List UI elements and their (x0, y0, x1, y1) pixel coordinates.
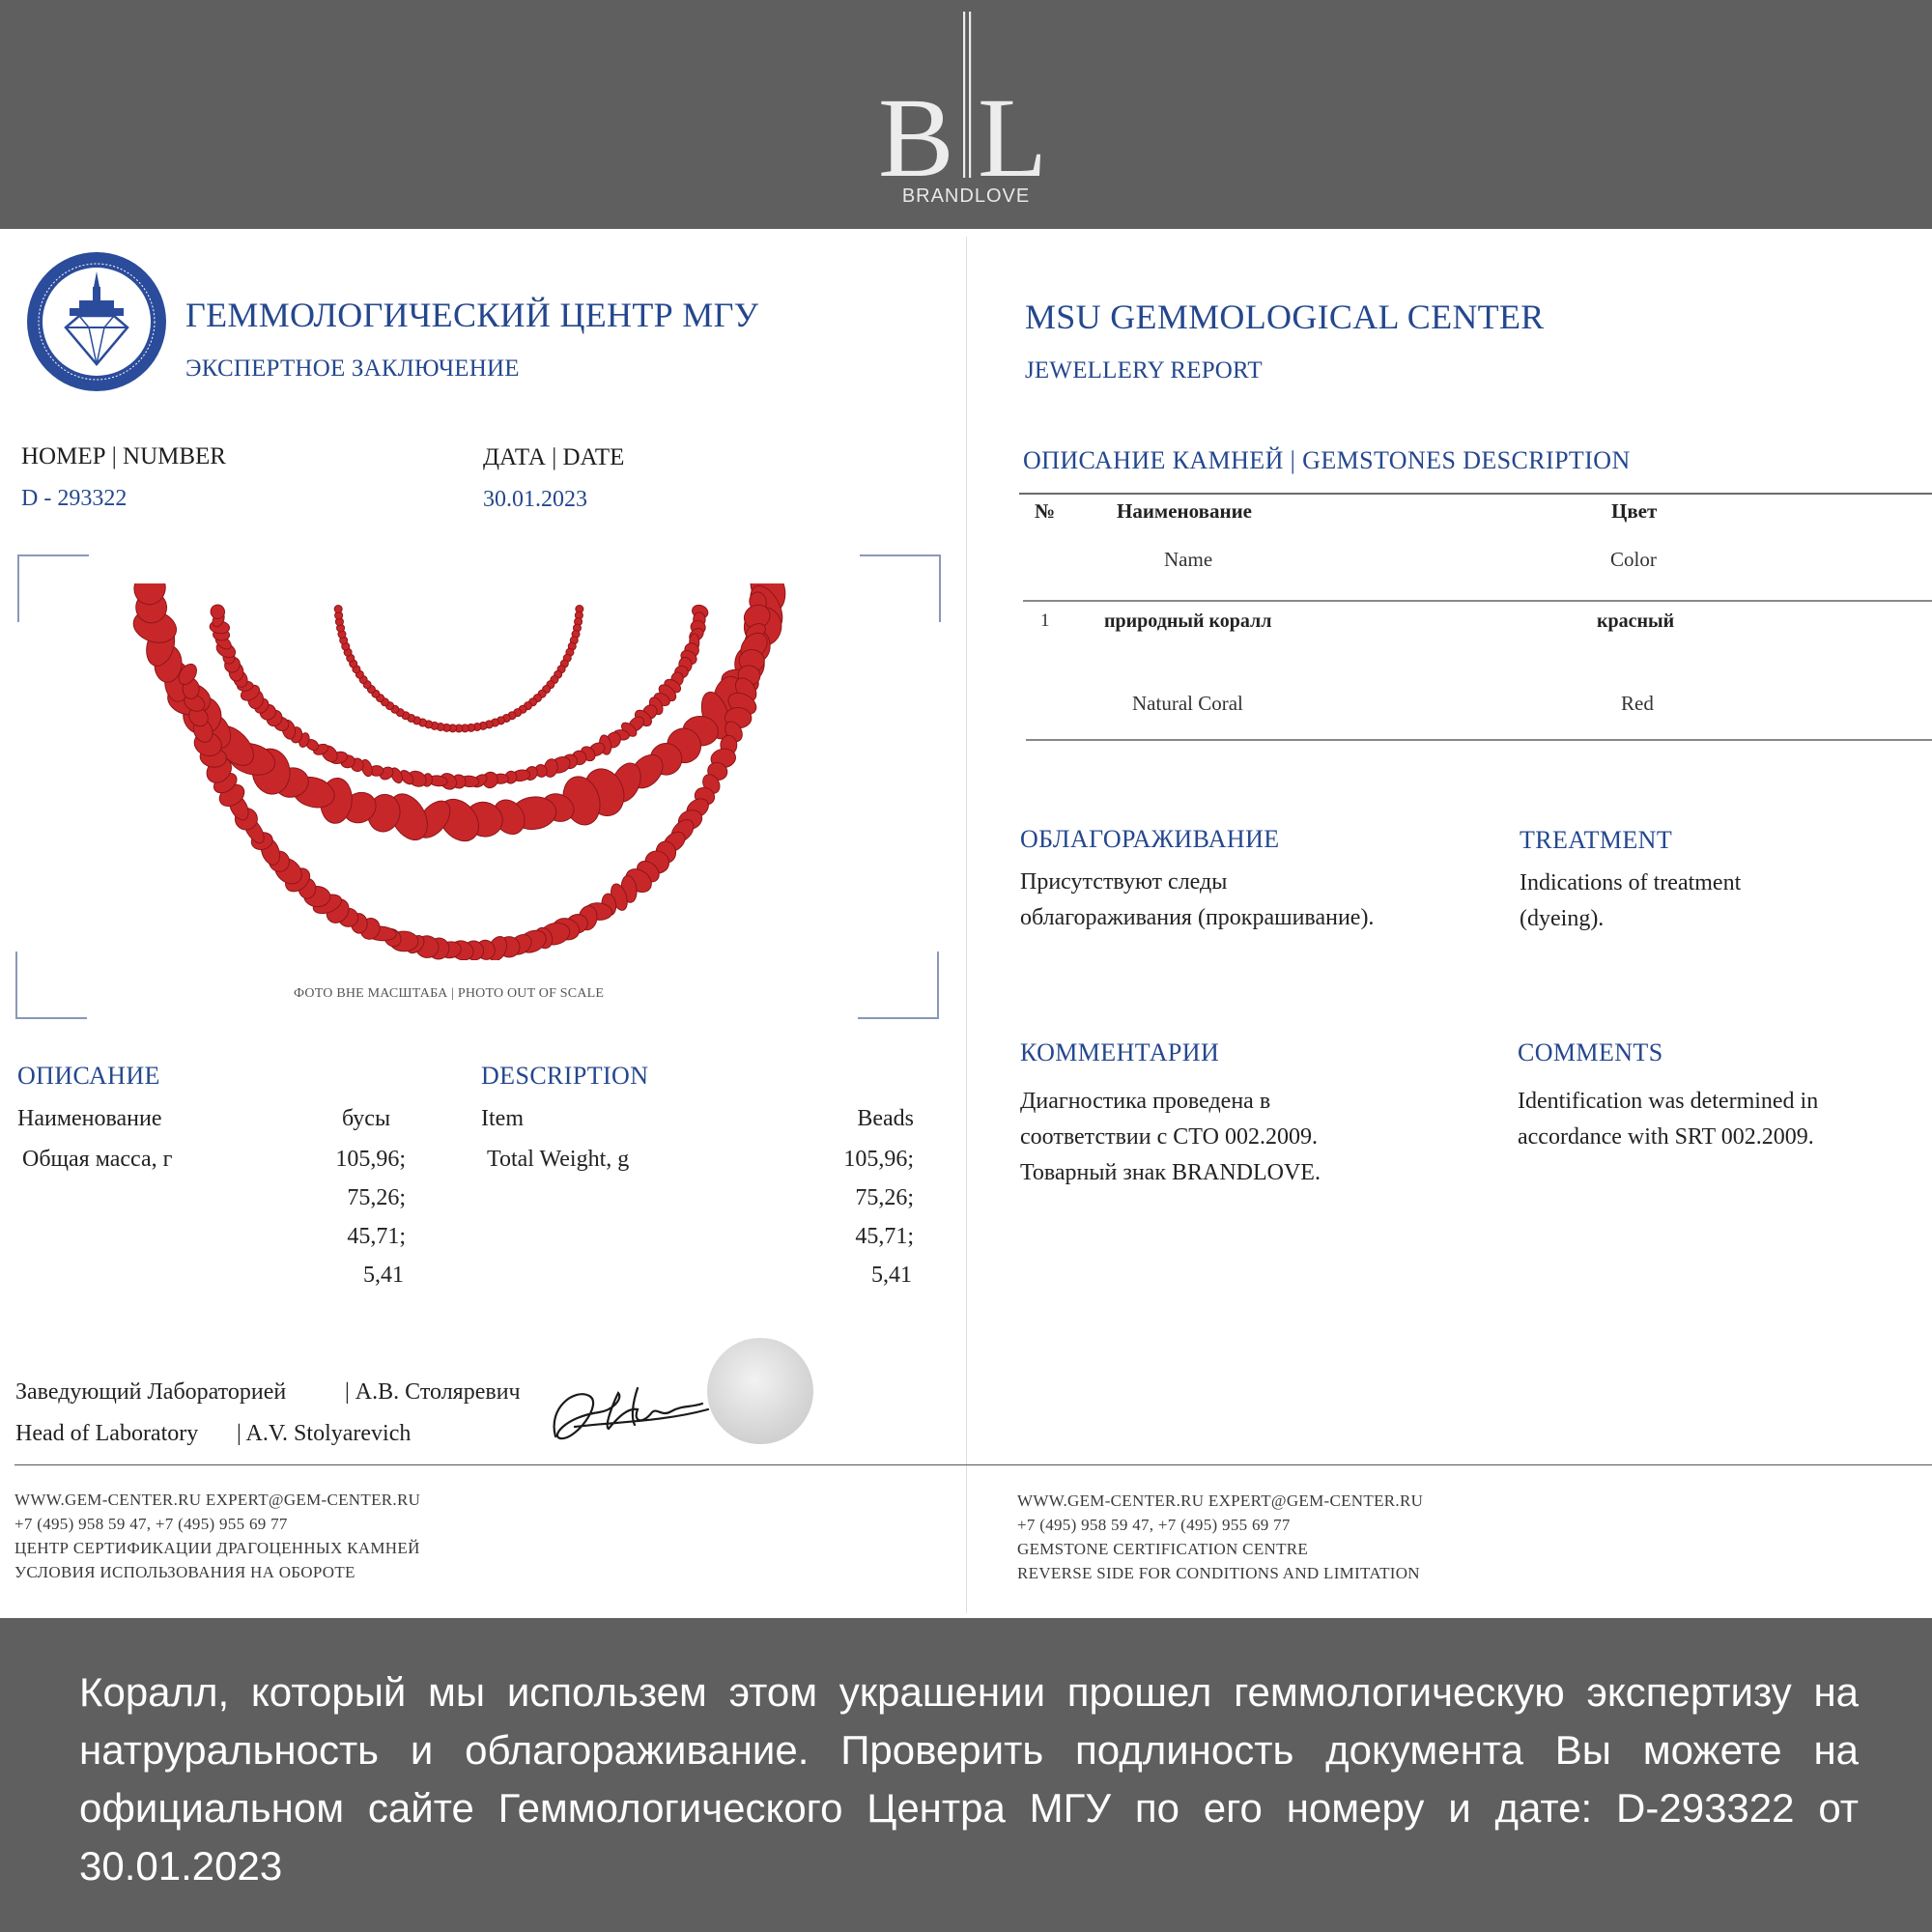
brand-name: BRANDLOVE (901, 185, 1031, 207)
col-color-en-header: Color (1610, 548, 1657, 571)
brand-header (0, 0, 1932, 229)
handwritten-signature (546, 1369, 710, 1461)
gemmological-certificate (0, 229, 1932, 1618)
table-top-rule (1019, 493, 1932, 495)
col-name-en-header: Name (1164, 548, 1213, 571)
certificate-number: D - 293322 (21, 486, 128, 511)
col-num-header: № (1035, 499, 1056, 523)
msu-gemmological-center-seal (25, 250, 168, 393)
embossed-stamp (707, 1338, 813, 1444)
treatment-ru-text-line2: облагораживания (прокрашивание). (1020, 905, 1375, 930)
description-en-title: DESCRIPTION (481, 1062, 649, 1090)
table-row-name-ru: природный коралл (1104, 611, 1272, 632)
table-bottom-rule (1026, 739, 1932, 741)
weight-value-en: 75,26; (855, 1185, 914, 1210)
weight-value-en: 105,96; (843, 1147, 914, 1172)
weight-value-ru: 5,41 (363, 1263, 404, 1288)
comments-ru-text-line1: Диагностика проведена в (1020, 1089, 1271, 1114)
gemstones-title: ОПИСАНИЕ КАМНЕЙ | GEMSTONES DESCRIPTION (1023, 446, 1631, 474)
comments-en-text-line2: accordance with SRT 002.2009. (1518, 1124, 1814, 1150)
footer-ru-line4: УСЛОВИЯ ИСПОЛЬЗОВАНИЯ НА ОБОРОТЕ (14, 1563, 355, 1581)
product-caption: Коралл, который мы использем этом украшении прошел геммологическую экспертизу на натруральность и облагораживание. Проверить подлиность документа Вы можете на официальном сайте Геммологического Центра МГУ по его номеру и дате: D-293322 от 30.01.2023 (79, 1669, 1859, 1889)
weight-label-ru: Общая масса, г (22, 1147, 173, 1172)
weight-value-ru: 75,26; (347, 1185, 406, 1210)
signatory-role-ru: Заведующий Лабораторией (15, 1379, 287, 1405)
photo-frame-corner-br (858, 952, 939, 1019)
col-name-ru-header: Наименование (1117, 499, 1252, 523)
en-title: MSU GEMMOLOGICAL CENTER (1025, 298, 1545, 336)
photo-caption: ФОТО ВНЕ МАСШТАБА | PHOTO OUT OF SCALE (294, 986, 605, 1001)
item-name-label-en: Item (481, 1106, 524, 1131)
description-ru-title: ОПИСАНИЕ (17, 1062, 160, 1090)
treatment-ru-text-line1: Присутствуют следы (1020, 869, 1228, 895)
svg-text:L: L (978, 74, 1048, 201)
comments-en-title: COMMENTS (1518, 1038, 1663, 1066)
ru-subtitle: ЭКСПЕРТНОЕ ЗАКЛЮЧЕНИЕ (185, 355, 520, 382)
table-row-name-en: Natural Coral (1132, 692, 1243, 715)
weight-value-en: 5,41 (871, 1263, 912, 1288)
weight-value-en: 45,71; (855, 1224, 914, 1249)
weight-label-en: Total Weight, g (487, 1147, 630, 1172)
footer-en-line4: REVERSE SIDE FOR CONDITIONS AND LIMITATION (1017, 1564, 1420, 1582)
footer-rule (14, 1464, 1932, 1465)
footer-ru-line2: +7 (495) 958 59 47, +7 (495) 955 69 77 (14, 1515, 288, 1533)
item-name-value-ru: бусы (342, 1106, 391, 1131)
table-row-color-en: Red (1621, 692, 1654, 715)
weight-value-ru: 105,96; (335, 1147, 406, 1172)
footer-en-line3: GEMSTONE CERTIFICATION CENTRE (1017, 1540, 1309, 1558)
page-fold-divider (966, 237, 967, 1613)
footer-ru-line3: ЦЕНТР СЕРТИФИКАЦИИ ДРАГОЦЕННЫХ КАМНЕЙ (14, 1539, 420, 1557)
treatment-en-text-line1: Indications of treatment (1520, 870, 1742, 895)
ru-title: ГЕММОЛОГИЧЕСКИЙ ЦЕНТР МГУ (185, 296, 759, 334)
weight-value-ru: 45,71; (347, 1224, 406, 1249)
footer-en-line1: WWW.GEM-CENTER.RU EXPERT@GEM-CENTER.RU (1017, 1492, 1424, 1510)
treatment-en-text-line2: (dyeing). (1520, 906, 1605, 931)
col-color-ru-header: Цвет (1611, 499, 1658, 523)
table-row-num: 1 (1040, 611, 1050, 631)
coral-necklaces-photo (116, 583, 802, 960)
photo-frame-corner-bl (15, 952, 87, 1019)
svg-text:B: B (878, 74, 954, 201)
product-caption-box (79, 1663, 1859, 1895)
date-label: ДАТА | DATE (483, 444, 625, 470)
item-name-label-ru: Наименование (17, 1106, 162, 1131)
treatment-en-title: TREATMENT (1520, 826, 1673, 854)
table-row-color-ru: красный (1597, 611, 1675, 632)
comments-en-text-line1: Identification was determined in (1518, 1089, 1819, 1114)
signatory-role-en: Head of Laboratory (15, 1421, 199, 1446)
photo-frame-corner-tr (860, 554, 941, 622)
brandlove-bl-monogram-logo (874, 12, 1058, 210)
comments-ru-text-line3: Товарный знак BRANDLOVE. (1020, 1160, 1321, 1185)
comments-ru-text-line2: соответствии с СТО 002.2009. (1020, 1124, 1318, 1150)
comments-ru-title: КОММЕНТАРИИ (1020, 1038, 1220, 1066)
en-subtitle: JEWELLERY REPORT (1025, 357, 1263, 384)
number-label: НОМЕР | NUMBER (21, 443, 226, 469)
signatory-name-en: | A.V. Stolyarevich (237, 1421, 412, 1446)
table-header-rule (1023, 600, 1932, 602)
footer-en-line2: +7 (495) 958 59 47, +7 (495) 955 69 77 (1017, 1516, 1291, 1534)
signatory-name-ru: | А.В. Столяревич (345, 1379, 521, 1405)
footer-ru-line1: WWW.GEM-CENTER.RU EXPERT@GEM-CENTER.RU (14, 1491, 421, 1509)
photo-frame-corner-tl (17, 554, 89, 622)
treatment-ru-title: ОБЛАГОРАЖИВАНИЕ (1020, 825, 1280, 853)
certificate-date: 30.01.2023 (483, 487, 587, 512)
item-name-value-en: Beads (857, 1106, 914, 1131)
